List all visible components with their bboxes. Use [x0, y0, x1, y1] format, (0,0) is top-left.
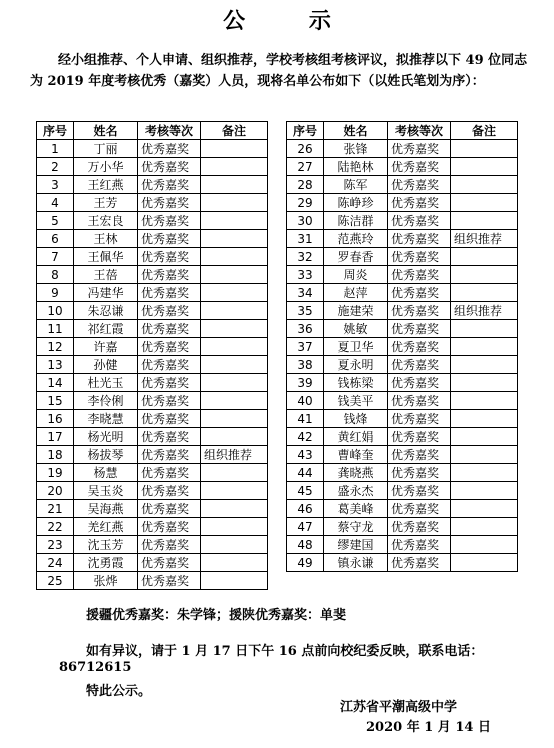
- cell-name: 吴海燕: [74, 500, 138, 518]
- table-row: [287, 518, 518, 536]
- cell-no: 43: [287, 446, 324, 464]
- cell-grade: 优秀嘉奖: [138, 428, 201, 446]
- cell-no: 37: [287, 338, 324, 356]
- table-row: [287, 410, 518, 428]
- cell-grade: 优秀嘉奖: [388, 554, 451, 572]
- table-row: [287, 320, 518, 338]
- cell-no: 32: [287, 248, 324, 266]
- cell-name: 缪建国: [324, 536, 388, 554]
- cell-no: 13: [37, 356, 74, 374]
- cell-grade: 优秀嘉奖: [388, 356, 451, 374]
- table-row: [37, 230, 268, 248]
- cell-note: [451, 140, 518, 158]
- cell-name: 冯建华: [74, 284, 138, 302]
- table-row: [37, 284, 268, 302]
- cell-grade: 优秀嘉奖: [388, 518, 451, 536]
- table-row: [287, 500, 518, 518]
- cell-grade: 优秀嘉奖: [138, 446, 201, 464]
- cell-no: 21: [37, 500, 74, 518]
- cell-grade: 优秀嘉奖: [388, 446, 451, 464]
- table-row: [287, 536, 518, 554]
- cell-name: 羌红燕: [74, 518, 138, 536]
- cell-note: 组织推荐: [451, 230, 518, 248]
- cell-note: [201, 284, 268, 302]
- cell-note: [201, 230, 268, 248]
- cell-note: [201, 464, 268, 482]
- cell-note: [201, 536, 268, 554]
- cell-note: [201, 374, 268, 392]
- cell-grade: 优秀嘉奖: [138, 230, 201, 248]
- cell-name: 蔡守龙: [324, 518, 388, 536]
- cell-no: 18: [37, 446, 74, 464]
- cell-name: 万小华: [74, 158, 138, 176]
- cell-note: [201, 338, 268, 356]
- page-title: 公 示: [223, 8, 359, 34]
- cell-note: [201, 554, 268, 572]
- cell-grade: 优秀嘉奖: [388, 212, 451, 230]
- cell-no: 39: [287, 374, 324, 392]
- table-row: [37, 338, 268, 356]
- table-row: [287, 482, 518, 500]
- table-row: [287, 176, 518, 194]
- cell-grade: 优秀嘉奖: [138, 158, 201, 176]
- cell-name: 沈玉芳: [74, 536, 138, 554]
- cell-grade: 优秀嘉奖: [388, 338, 451, 356]
- cell-no: 30: [287, 212, 324, 230]
- cell-no: 29: [287, 194, 324, 212]
- table-row: [287, 284, 518, 302]
- school-name: 江苏省平潮高级中学: [340, 700, 458, 715]
- cell-name: 孙健: [74, 356, 138, 374]
- cell-no: 24: [37, 554, 74, 572]
- cell-note: [451, 356, 518, 374]
- cell-note: [201, 158, 268, 176]
- table-row: [287, 428, 518, 446]
- cell-grade: 优秀嘉奖: [138, 176, 201, 194]
- cell-grade: 优秀嘉奖: [138, 374, 201, 392]
- cell-note: [451, 320, 518, 338]
- cell-grade: 优秀嘉奖: [388, 266, 451, 284]
- cell-name: 丁丽: [74, 140, 138, 158]
- intro-text: 经小组推荐、个人申请、组织推荐，学校考核组考核评议，拟推荐以下 49 位同志为 2019 年度考核优秀（嘉奖）人员，现将名单公布如下（以姓氏笔划为序）：: [30, 53, 528, 89]
- cell-no: 5: [37, 212, 74, 230]
- cell-no: 26: [287, 140, 324, 158]
- cell-no: 36: [287, 320, 324, 338]
- cell-note: [451, 194, 518, 212]
- cell-no: 25: [37, 572, 74, 590]
- cell-no: 11: [37, 320, 74, 338]
- table-row: [37, 248, 268, 266]
- contact-phone: 86712615: [59, 660, 132, 675]
- aid-award-line: 援疆优秀嘉奖：朱学锋；援陕优秀嘉奖：单斐: [86, 608, 347, 623]
- cell-grade: 优秀嘉奖: [138, 518, 201, 536]
- table-row: [37, 464, 268, 482]
- announce-text: 特此公示。: [86, 684, 152, 699]
- header-name: 姓名: [324, 122, 388, 140]
- cell-note: [201, 194, 268, 212]
- cell-note: [451, 176, 518, 194]
- cell-no: 38: [287, 356, 324, 374]
- cell-note: 组织推荐: [201, 446, 268, 464]
- table-row: [287, 266, 518, 284]
- cell-no: 23: [37, 536, 74, 554]
- cell-note: [201, 500, 268, 518]
- table-row: [37, 518, 268, 536]
- cell-name: 钱栋梁: [324, 374, 388, 392]
- cell-grade: 优秀嘉奖: [388, 320, 451, 338]
- table-row: [37, 554, 268, 572]
- cell-note: [451, 158, 518, 176]
- table-row: [37, 500, 268, 518]
- cell-no: 14: [37, 374, 74, 392]
- cell-grade: 优秀嘉奖: [388, 302, 451, 320]
- table-row: [287, 554, 518, 572]
- cell-no: 48: [287, 536, 324, 554]
- cell-name: 杜光玉: [74, 374, 138, 392]
- cell-no: 7: [37, 248, 74, 266]
- cell-grade: 优秀嘉奖: [388, 536, 451, 554]
- table-row: [287, 158, 518, 176]
- cell-no: 34: [287, 284, 324, 302]
- cell-no: 47: [287, 518, 324, 536]
- cell-no: 4: [37, 194, 74, 212]
- cell-note: [201, 176, 268, 194]
- cell-note: [201, 212, 268, 230]
- cell-no: 1: [37, 140, 74, 158]
- cell-no: 16: [37, 410, 74, 428]
- cell-name: 陈峥珍: [324, 194, 388, 212]
- cell-grade: 优秀嘉奖: [138, 320, 201, 338]
- table-header-row: [37, 122, 268, 140]
- cell-name: 许嘉: [74, 338, 138, 356]
- cell-note: [451, 248, 518, 266]
- cell-name: 王蓓: [74, 266, 138, 284]
- cell-name: 夏永明: [324, 356, 388, 374]
- roster-table-left: [36, 121, 268, 590]
- cell-note: [451, 374, 518, 392]
- header-note: 备注: [451, 122, 518, 140]
- cell-name: 王佩华: [74, 248, 138, 266]
- cell-grade: 优秀嘉奖: [388, 140, 451, 158]
- cell-name: 钱美平: [324, 392, 388, 410]
- cell-note: [201, 140, 268, 158]
- cell-grade: 优秀嘉奖: [388, 248, 451, 266]
- cell-note: [201, 518, 268, 536]
- cell-grade: 优秀嘉奖: [138, 284, 201, 302]
- cell-name: 杨拔琴: [74, 446, 138, 464]
- cell-no: 22: [37, 518, 74, 536]
- cell-no: 8: [37, 266, 74, 284]
- cell-no: 6: [37, 230, 74, 248]
- table-row: [37, 212, 268, 230]
- cell-grade: 优秀嘉奖: [138, 464, 201, 482]
- cell-name: 杨慧: [74, 464, 138, 482]
- table-row: [287, 248, 518, 266]
- cell-grade: 优秀嘉奖: [138, 356, 201, 374]
- roster-table-right: [286, 121, 518, 572]
- header-no: 序号: [37, 122, 74, 140]
- cell-no: 15: [37, 392, 74, 410]
- table-row: [37, 140, 268, 158]
- cell-note: [451, 284, 518, 302]
- cell-no: 35: [287, 302, 324, 320]
- cell-name: 杨光明: [74, 428, 138, 446]
- objection-line: 如有异议，请于 1 月 17 日下午 16 点前向校纪委反映，联系电话：: [86, 644, 484, 659]
- table-row: [287, 446, 518, 464]
- cell-name: 祁红霞: [74, 320, 138, 338]
- cell-note: [451, 428, 518, 446]
- cell-no: 20: [37, 482, 74, 500]
- cell-grade: 优秀嘉奖: [388, 158, 451, 176]
- cell-note: [201, 356, 268, 374]
- table-row: [37, 410, 268, 428]
- table-row: [287, 464, 518, 482]
- table-row: [37, 392, 268, 410]
- cell-name: 范燕玲: [324, 230, 388, 248]
- cell-name: 张烨: [74, 572, 138, 590]
- cell-name: 罗春香: [324, 248, 388, 266]
- table-row: [37, 536, 268, 554]
- header-name: 姓名: [74, 122, 138, 140]
- cell-no: 44: [287, 464, 324, 482]
- table-row: [37, 482, 268, 500]
- table-row: [37, 320, 268, 338]
- cell-name: 吴玉炎: [74, 482, 138, 500]
- cell-note: 组织推荐: [451, 302, 518, 320]
- cell-grade: 优秀嘉奖: [138, 338, 201, 356]
- cell-grade: 优秀嘉奖: [388, 410, 451, 428]
- cell-name: 陈军: [324, 176, 388, 194]
- cell-grade: 优秀嘉奖: [138, 302, 201, 320]
- table-row: [37, 176, 268, 194]
- cell-grade: 优秀嘉奖: [138, 212, 201, 230]
- cell-name: 周炎: [324, 266, 388, 284]
- table-header-row: [287, 122, 518, 140]
- cell-name: 王芳: [74, 194, 138, 212]
- table-row: [287, 392, 518, 410]
- table-row: [37, 356, 268, 374]
- table-row: [37, 302, 268, 320]
- cell-grade: 优秀嘉奖: [388, 284, 451, 302]
- cell-no: 41: [287, 410, 324, 428]
- cell-grade: 优秀嘉奖: [138, 410, 201, 428]
- cell-name: 沈勇霞: [74, 554, 138, 572]
- cell-note: [451, 500, 518, 518]
- cell-name: 夏卫华: [324, 338, 388, 356]
- cell-no: 27: [287, 158, 324, 176]
- cell-name: 曹峰奎: [324, 446, 388, 464]
- cell-note: [451, 554, 518, 572]
- cell-name: 张锋: [324, 140, 388, 158]
- cell-no: 33: [287, 266, 324, 284]
- cell-note: [201, 320, 268, 338]
- cell-name: 王林: [74, 230, 138, 248]
- table-row: [37, 446, 268, 464]
- cell-note: [201, 392, 268, 410]
- cell-name: 姚敏: [324, 320, 388, 338]
- table-row: [287, 356, 518, 374]
- cell-note: [451, 518, 518, 536]
- cell-grade: 优秀嘉奖: [138, 140, 201, 158]
- table-row: [287, 212, 518, 230]
- cell-grade: 优秀嘉奖: [138, 554, 201, 572]
- cell-note: [451, 338, 518, 356]
- cell-name: 盛永杰: [324, 482, 388, 500]
- table-row: [37, 266, 268, 284]
- table-row: [37, 194, 268, 212]
- intro-paragraph: [30, 50, 530, 92]
- issue-date: 2020 年 1 月 14 日: [366, 720, 491, 735]
- cell-note: [451, 212, 518, 230]
- cell-note: [451, 410, 518, 428]
- cell-no: 9: [37, 284, 74, 302]
- cell-name: 李伶俐: [74, 392, 138, 410]
- header-grade: 考核等次: [388, 122, 451, 140]
- cell-grade: 优秀嘉奖: [138, 500, 201, 518]
- table-row: [287, 230, 518, 248]
- header-grade: 考核等次: [138, 122, 201, 140]
- cell-grade: 优秀嘉奖: [138, 536, 201, 554]
- cell-grade: 优秀嘉奖: [138, 266, 201, 284]
- cell-note: [201, 248, 268, 266]
- header-note: 备注: [201, 122, 268, 140]
- cell-note: [451, 464, 518, 482]
- cell-grade: 优秀嘉奖: [388, 230, 451, 248]
- table-row: [287, 338, 518, 356]
- cell-grade: 优秀嘉奖: [388, 464, 451, 482]
- cell-no: 31: [287, 230, 324, 248]
- cell-no: 45: [287, 482, 324, 500]
- cell-note: [451, 536, 518, 554]
- cell-grade: 优秀嘉奖: [138, 482, 201, 500]
- cell-grade: 优秀嘉奖: [388, 500, 451, 518]
- table-row: [37, 374, 268, 392]
- cell-name: 施建荣: [324, 302, 388, 320]
- cell-no: 46: [287, 500, 324, 518]
- cell-no: 10: [37, 302, 74, 320]
- cell-note: [451, 446, 518, 464]
- cell-grade: 优秀嘉奖: [388, 428, 451, 446]
- cell-name: 陆艳林: [324, 158, 388, 176]
- cell-note: [451, 266, 518, 284]
- cell-grade: 优秀嘉奖: [138, 194, 201, 212]
- table-row: [287, 302, 518, 320]
- cell-note: [201, 482, 268, 500]
- cell-no: 3: [37, 176, 74, 194]
- table-row: [287, 194, 518, 212]
- cell-name: 王红燕: [74, 176, 138, 194]
- cell-no: 40: [287, 392, 324, 410]
- cell-no: 12: [37, 338, 74, 356]
- cell-grade: 优秀嘉奖: [138, 392, 201, 410]
- cell-grade: 优秀嘉奖: [388, 482, 451, 500]
- cell-grade: 优秀嘉奖: [388, 392, 451, 410]
- cell-name: 朱忍谦: [74, 302, 138, 320]
- cell-note: [201, 302, 268, 320]
- cell-note: [201, 266, 268, 284]
- cell-name: 龚晓燕: [324, 464, 388, 482]
- cell-note: [201, 428, 268, 446]
- table-row: [287, 374, 518, 392]
- cell-grade: 优秀嘉奖: [388, 194, 451, 212]
- cell-note: [451, 392, 518, 410]
- table-row: [37, 428, 268, 446]
- cell-note: [201, 410, 268, 428]
- cell-name: 钱烽: [324, 410, 388, 428]
- cell-note: [201, 572, 268, 590]
- cell-name: 赵萍: [324, 284, 388, 302]
- cell-no: 49: [287, 554, 324, 572]
- cell-grade: 优秀嘉奖: [138, 572, 201, 590]
- cell-name: 王宏良: [74, 212, 138, 230]
- cell-no: 2: [37, 158, 74, 176]
- cell-name: 李晓慧: [74, 410, 138, 428]
- cell-no: 28: [287, 176, 324, 194]
- header-no: 序号: [287, 122, 324, 140]
- cell-grade: 优秀嘉奖: [388, 374, 451, 392]
- cell-name: 葛美峰: [324, 500, 388, 518]
- cell-no: 42: [287, 428, 324, 446]
- cell-name: 镇永谦: [324, 554, 388, 572]
- table-row: [37, 158, 268, 176]
- cell-name: 黄红娟: [324, 428, 388, 446]
- cell-note: [451, 482, 518, 500]
- cell-grade: 优秀嘉奖: [138, 248, 201, 266]
- table-row: [287, 140, 518, 158]
- cell-name: 陈洁群: [324, 212, 388, 230]
- cell-no: 17: [37, 428, 74, 446]
- cell-no: 19: [37, 464, 74, 482]
- table-row: [37, 572, 268, 590]
- cell-grade: 优秀嘉奖: [388, 176, 451, 194]
